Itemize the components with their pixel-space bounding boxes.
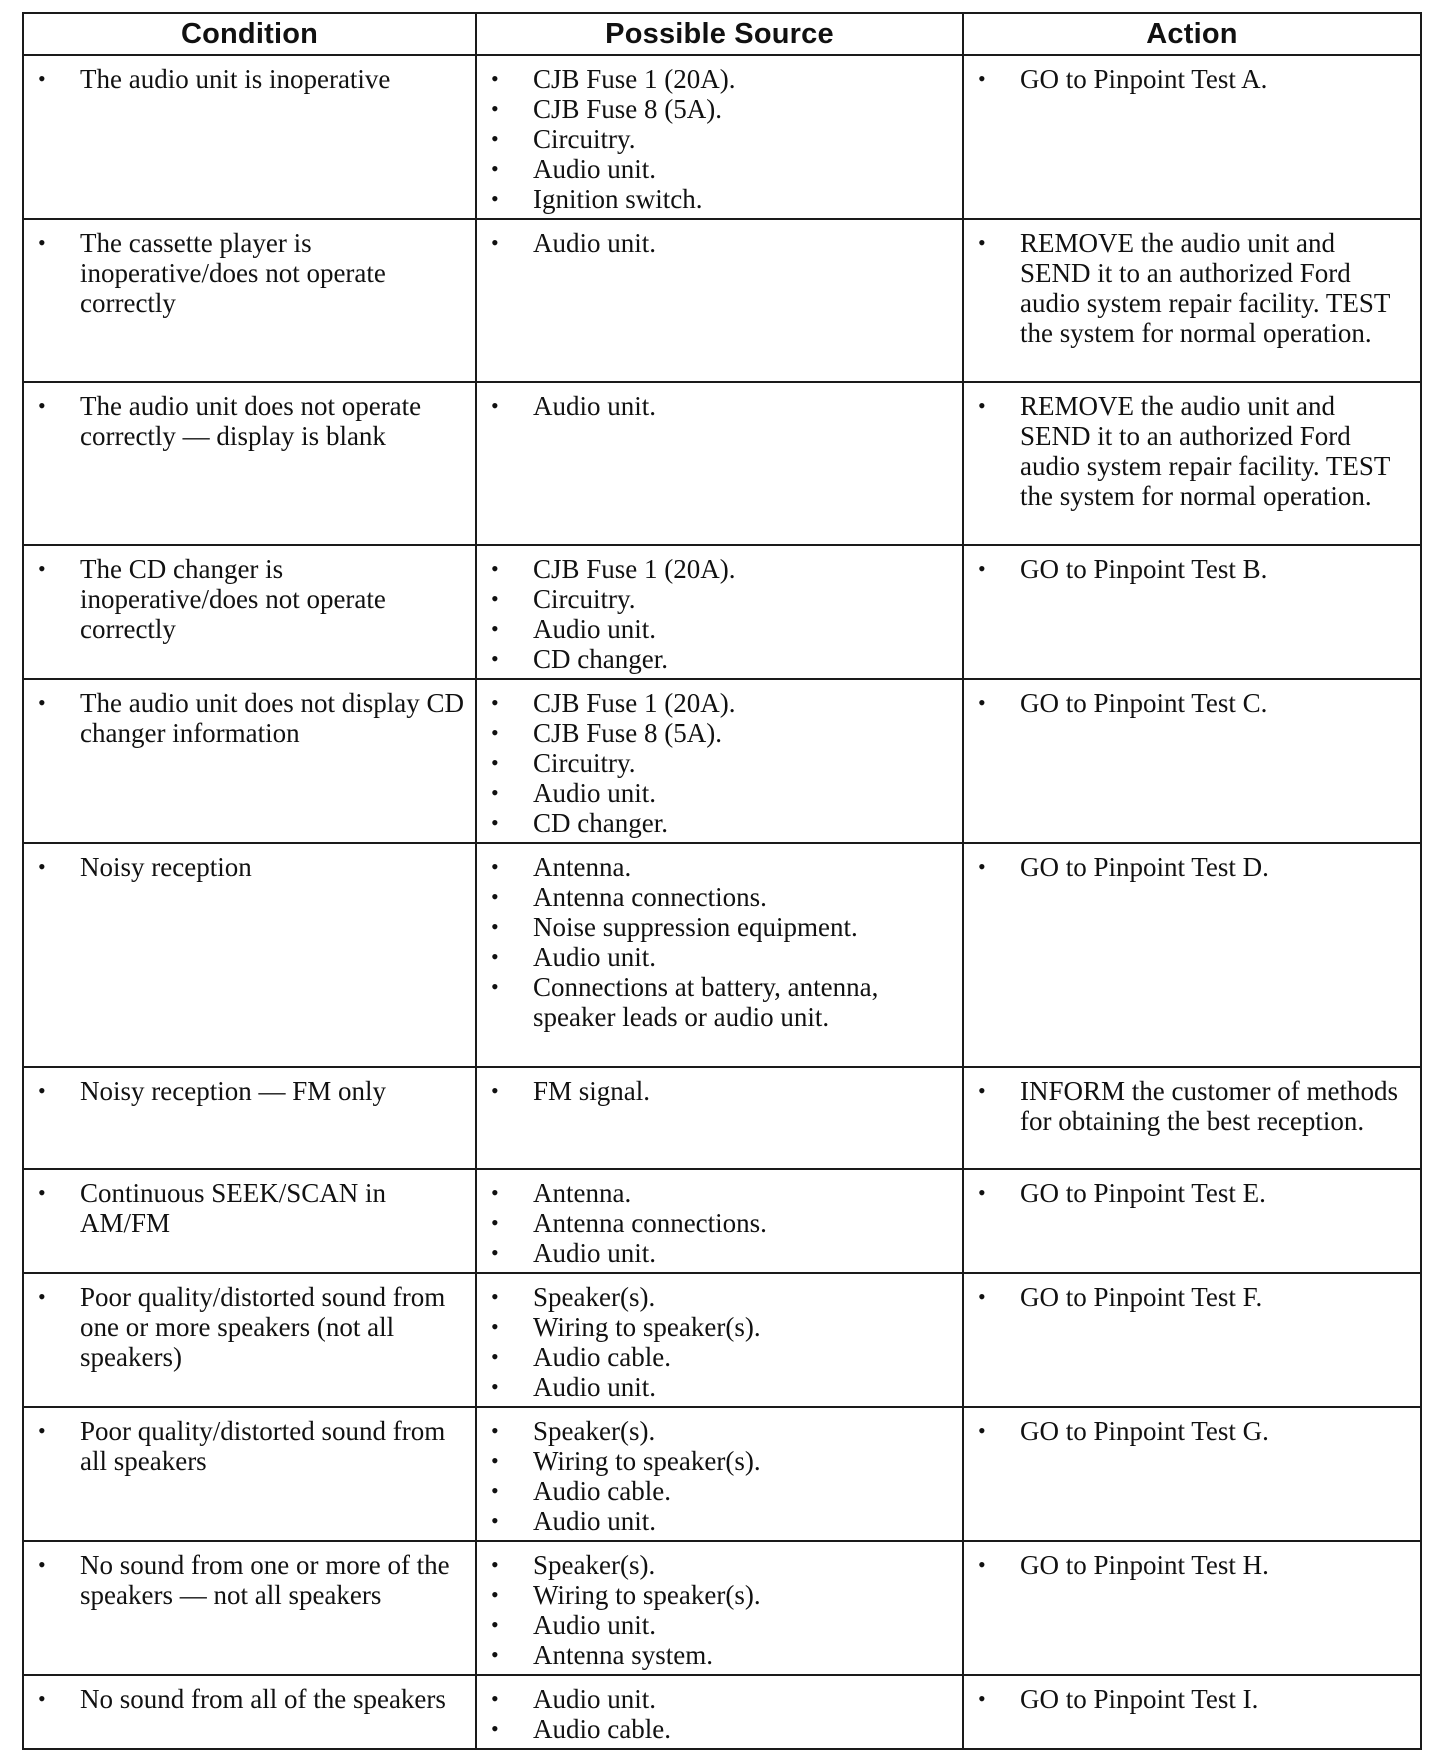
condition-list [24, 383, 475, 455]
source-list [477, 1068, 962, 1110]
source-item: • CJB Fuse 1 (20A). [491, 554, 954, 584]
action-item: • GO to Pinpoint Test H. [978, 1550, 1412, 1580]
source-list [477, 546, 962, 678]
condition-item: • The audio unit is inoperative [38, 64, 467, 94]
source-item: • Audio unit. [491, 778, 954, 808]
table-row [23, 1273, 1421, 1407]
condition-list [24, 1170, 475, 1242]
source-list [477, 844, 962, 1036]
table-row [23, 1407, 1421, 1541]
table-row [23, 1067, 1421, 1169]
action-item: • GO to Pinpoint Test F. [978, 1282, 1412, 1312]
source-cell [476, 679, 963, 843]
source-cell [476, 1067, 963, 1169]
action-cell [963, 1067, 1421, 1169]
condition-item: • No sound from one or more of the speakers — not all speakers [38, 1550, 467, 1610]
action-list [964, 844, 1420, 886]
source-item: • CD changer. [491, 644, 954, 674]
condition-list [24, 1408, 475, 1480]
table-row [23, 55, 1421, 219]
source-item: • Speaker(s). [491, 1282, 954, 1312]
action-item: • GO to Pinpoint Test E. [978, 1178, 1412, 1208]
condition-item: • The cassette player is inoperative/does not operate correctly [38, 228, 467, 318]
condition-list [24, 1676, 475, 1718]
header-row [23, 13, 1421, 55]
condition-item: • Noisy reception — FM only [38, 1076, 467, 1106]
source-cell [476, 382, 963, 545]
action-list [964, 1068, 1420, 1140]
source-item: • Audio unit. [491, 1238, 954, 1268]
source-item: • Audio unit. [491, 1372, 954, 1402]
source-cell [476, 219, 963, 382]
table-header [23, 13, 1421, 55]
action-list [964, 680, 1420, 722]
action-list [964, 1542, 1420, 1584]
header-possible-source: Possible Source [476, 13, 963, 55]
header-action: Action [963, 13, 1421, 55]
source-item: • Speaker(s). [491, 1416, 954, 1446]
action-item: • REMOVE the audio unit and SEND it to an authorized Ford audio system repair facility. TEST the system for normal operation. [978, 228, 1412, 348]
action-item: • GO to Pinpoint Test I. [978, 1684, 1412, 1714]
source-cell [476, 545, 963, 679]
condition-item: • The audio unit does not display CD changer information [38, 688, 467, 748]
condition-list [24, 1274, 475, 1376]
action-item: • GO to Pinpoint Test A. [978, 64, 1412, 94]
action-item: • GO to Pinpoint Test D. [978, 852, 1412, 882]
action-cell [963, 1675, 1421, 1749]
action-cell [963, 1169, 1421, 1273]
action-cell [963, 679, 1421, 843]
source-item: • Circuitry. [491, 584, 954, 614]
condition-cell [23, 1169, 476, 1273]
condition-item: • Noisy reception [38, 852, 467, 882]
source-item: • CJB Fuse 1 (20A). [491, 64, 954, 94]
source-item: • Audio unit. [491, 1506, 954, 1536]
condition-cell [23, 55, 476, 219]
action-cell [963, 219, 1421, 382]
action-list [964, 546, 1420, 588]
condition-item: • Poor quality/distorted sound from all speakers [38, 1416, 467, 1476]
source-item: • Noise suppression equipment. [491, 912, 954, 942]
condition-item: • Poor quality/distorted sound from one or more speakers (not all speakers) [38, 1282, 467, 1372]
source-item: • Circuitry. [491, 748, 954, 778]
source-item: • Antenna. [491, 1178, 954, 1208]
action-cell [963, 1407, 1421, 1541]
source-item: • CJB Fuse 8 (5A). [491, 94, 954, 124]
condition-cell [23, 1407, 476, 1541]
source-cell [476, 55, 963, 219]
table-row [23, 1541, 1421, 1675]
action-item: • GO to Pinpoint Test G. [978, 1416, 1412, 1446]
condition-list [24, 844, 475, 886]
source-item: • Antenna connections. [491, 882, 954, 912]
table-row [23, 382, 1421, 545]
source-item: • Audio cable. [491, 1342, 954, 1372]
action-item: • GO to Pinpoint Test C. [978, 688, 1412, 718]
table-row [23, 219, 1421, 382]
action-list [964, 1274, 1420, 1316]
source-item: • Audio unit. [491, 154, 954, 184]
action-cell [963, 1273, 1421, 1407]
action-list [964, 1170, 1420, 1212]
condition-item: • No sound from all of the speakers [38, 1684, 467, 1714]
source-item: • Audio unit. [491, 1684, 954, 1714]
source-list [477, 220, 962, 262]
source-item: • Audio unit. [491, 228, 954, 258]
diagnosis-table [22, 12, 1422, 1750]
source-item: • CD changer. [491, 808, 954, 838]
source-item: • CJB Fuse 1 (20A). [491, 688, 954, 718]
table-row [23, 843, 1421, 1067]
source-list [477, 1170, 962, 1272]
source-item: • CJB Fuse 8 (5A). [491, 718, 954, 748]
source-list [477, 1274, 962, 1406]
action-cell [963, 545, 1421, 679]
action-cell [963, 382, 1421, 545]
source-item: • Speaker(s). [491, 1550, 954, 1580]
source-item: • Antenna. [491, 852, 954, 882]
action-cell [963, 1541, 1421, 1675]
condition-cell [23, 1273, 476, 1407]
condition-cell [23, 679, 476, 843]
condition-cell [23, 545, 476, 679]
source-item: • Circuitry. [491, 124, 954, 154]
source-list [477, 56, 962, 218]
condition-cell [23, 1541, 476, 1675]
table-row [23, 1675, 1421, 1749]
source-list [477, 1408, 962, 1540]
source-cell [476, 1407, 963, 1541]
source-cell [476, 1541, 963, 1675]
source-list [477, 680, 962, 842]
condition-cell [23, 843, 476, 1067]
condition-list [24, 1542, 475, 1614]
condition-list [24, 546, 475, 648]
source-cell [476, 1675, 963, 1749]
source-list [477, 1542, 962, 1674]
source-item: • Audio cable. [491, 1476, 954, 1506]
table-row [23, 545, 1421, 679]
source-list [477, 383, 962, 425]
header-condition: Condition [23, 13, 476, 55]
source-item: • Wiring to speaker(s). [491, 1446, 954, 1476]
source-item: • Wiring to speaker(s). [491, 1580, 954, 1610]
condition-list [24, 680, 475, 752]
source-item: • Antenna connections. [491, 1208, 954, 1238]
condition-cell [23, 382, 476, 545]
condition-list [24, 1068, 475, 1110]
condition-item: • Continuous SEEK/SCAN in AM/FM [38, 1178, 467, 1238]
condition-list [24, 56, 475, 98]
condition-cell [23, 1675, 476, 1749]
source-item: • Wiring to speaker(s). [491, 1312, 954, 1342]
table-body [23, 55, 1421, 1749]
action-list [964, 1676, 1420, 1718]
action-item: • GO to Pinpoint Test B. [978, 554, 1412, 584]
condition-cell [23, 219, 476, 382]
source-item: • FM signal. [491, 1076, 954, 1106]
source-item: • Audio unit. [491, 942, 954, 972]
action-item: • INFORM the customer of methods for obtaining the best reception. [978, 1076, 1412, 1136]
source-item: • Audio cable. [491, 1714, 954, 1744]
source-item: • Antenna system. [491, 1640, 954, 1670]
source-cell [476, 1273, 963, 1407]
action-cell [963, 843, 1421, 1067]
table-row [23, 679, 1421, 843]
source-item: • Audio unit. [491, 1610, 954, 1640]
source-cell [476, 1169, 963, 1273]
action-list [964, 1408, 1420, 1450]
source-item: • Audio unit. [491, 614, 954, 644]
condition-item: • The audio unit does not operate correctly — display is blank [38, 391, 467, 451]
action-list [964, 56, 1420, 98]
source-item: • Ignition switch. [491, 184, 954, 214]
action-list [964, 383, 1420, 515]
source-item: • Audio unit. [491, 391, 954, 421]
action-list [964, 220, 1420, 352]
source-cell [476, 843, 963, 1067]
action-cell [963, 55, 1421, 219]
source-item: • Connections at battery, antenna, speaker leads or audio unit. [491, 972, 954, 1032]
source-list [477, 1676, 962, 1748]
action-item: • REMOVE the audio unit and SEND it to an authorized Ford audio system repair facility. TEST the system for normal operation. [978, 391, 1412, 511]
condition-cell [23, 1067, 476, 1169]
condition-item: • The CD changer is inoperative/does not operate correctly [38, 554, 467, 644]
condition-list [24, 220, 475, 322]
table-row [23, 1169, 1421, 1273]
